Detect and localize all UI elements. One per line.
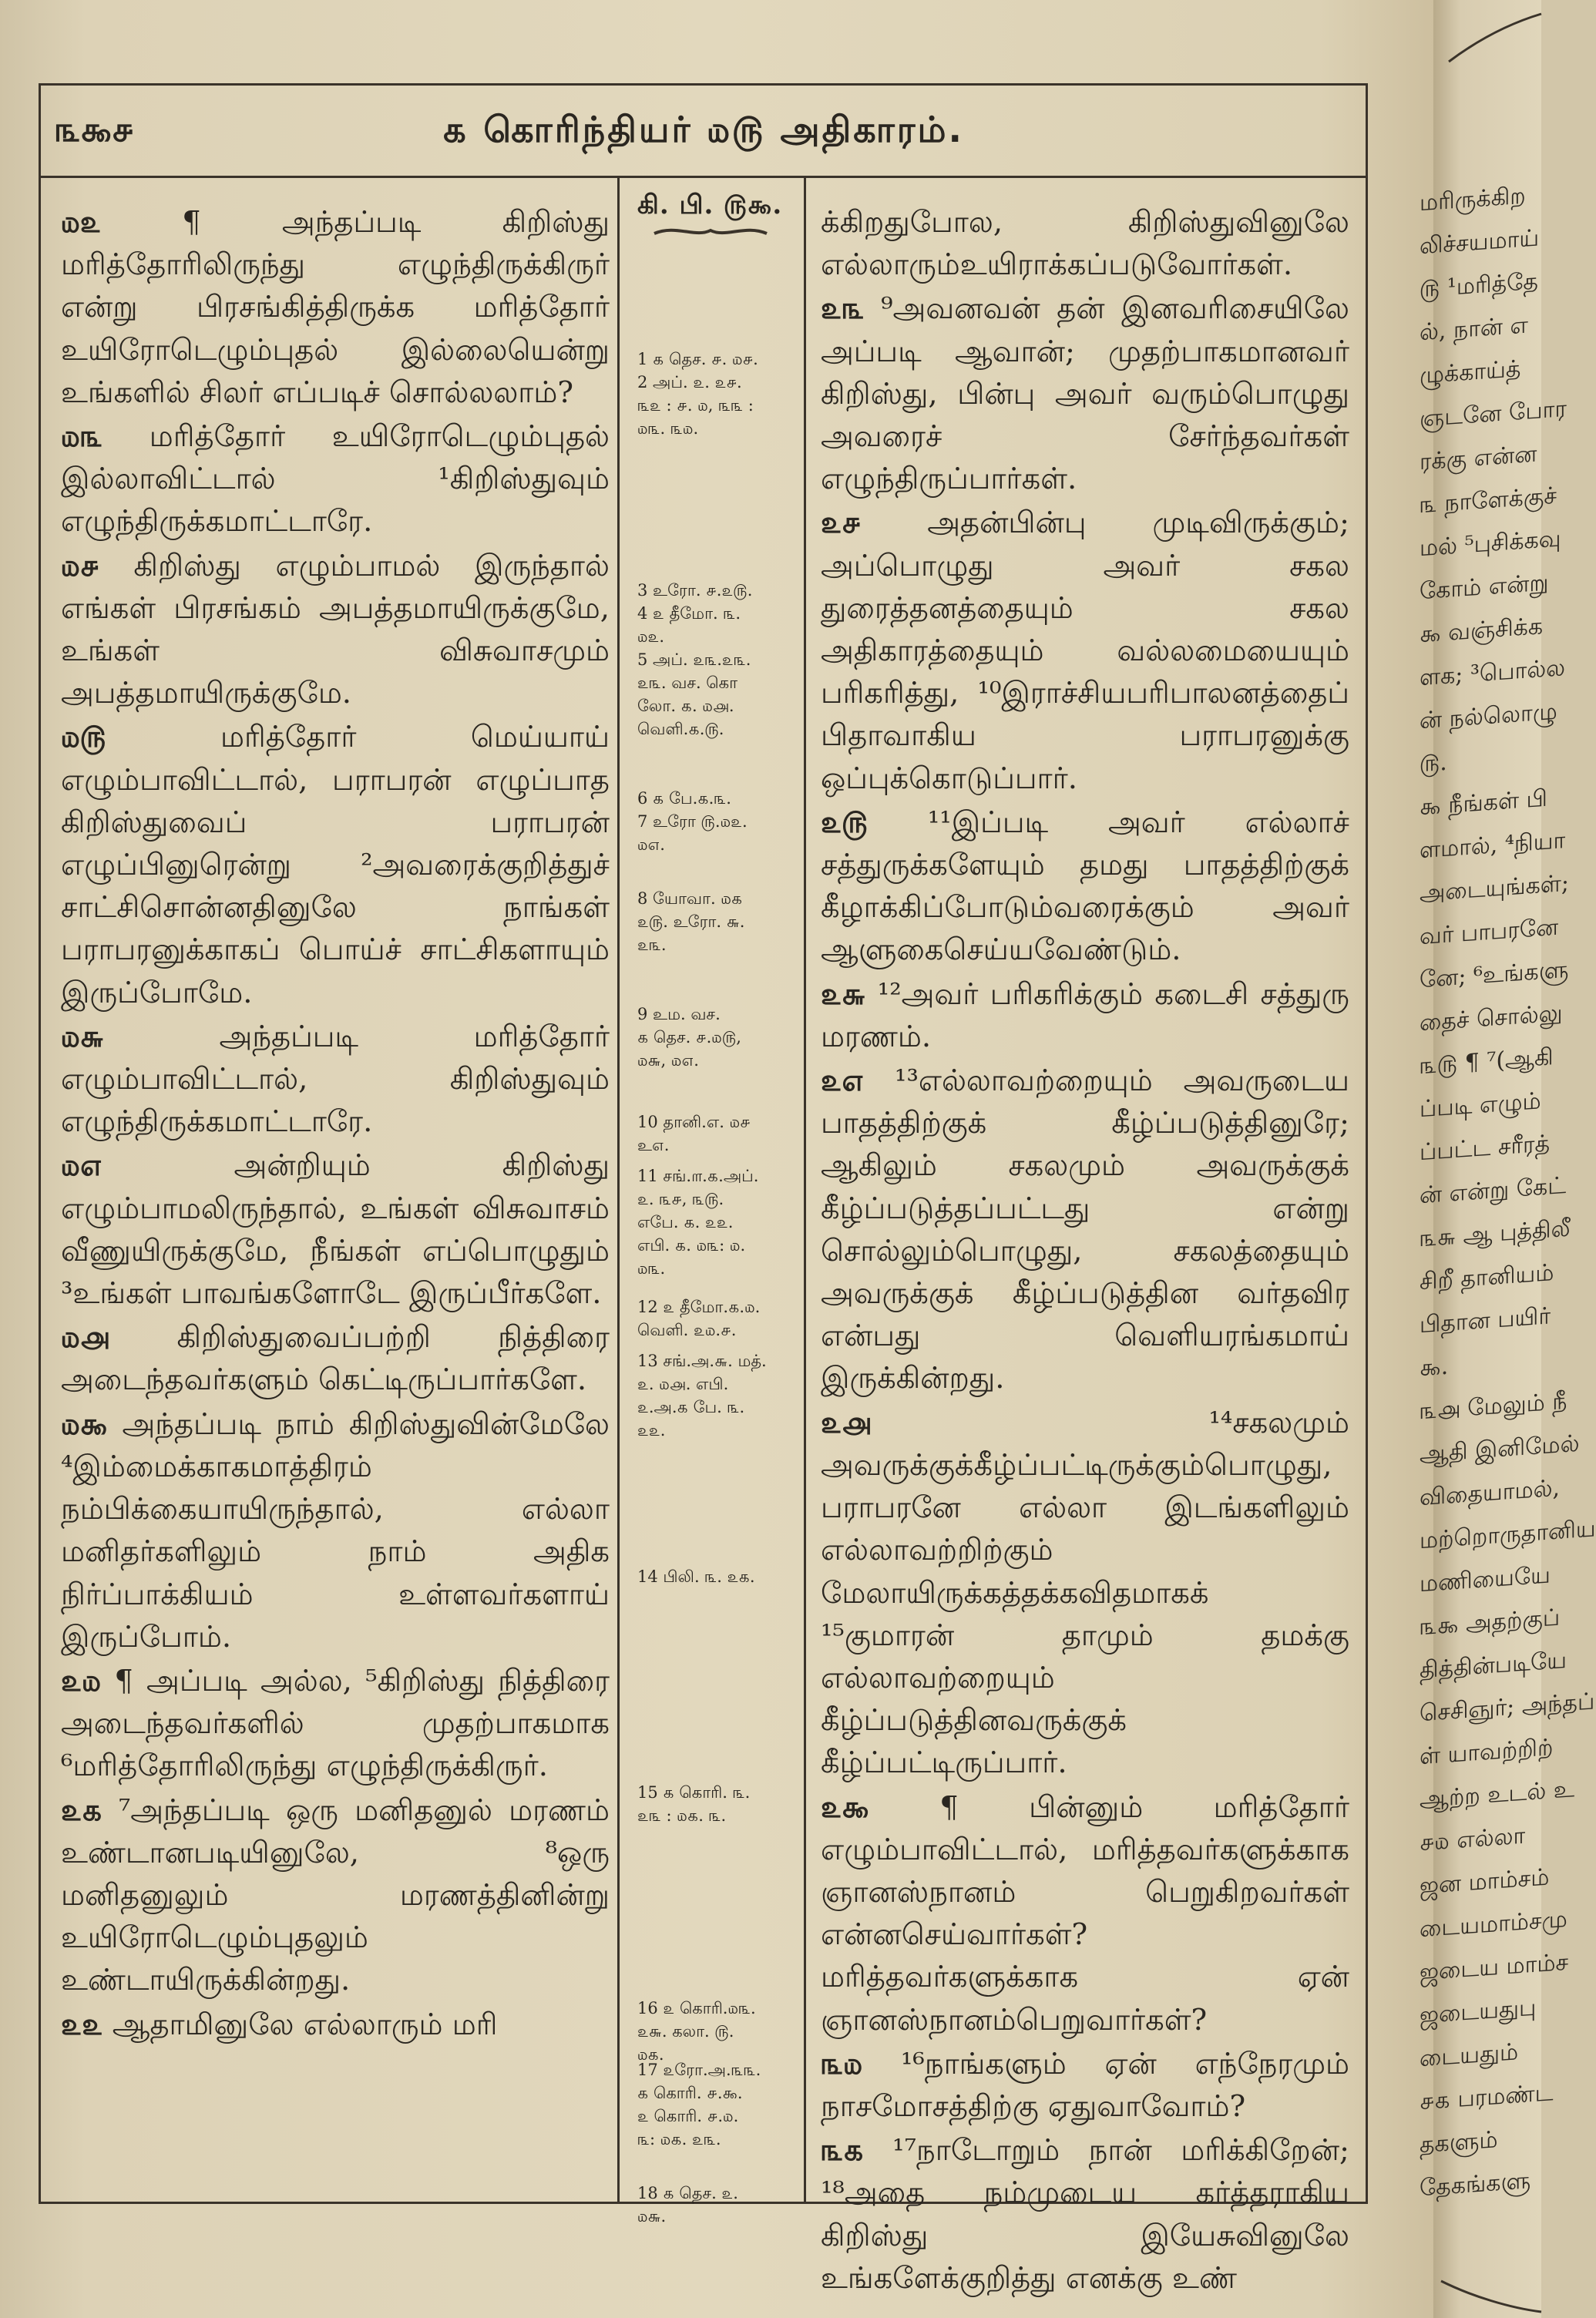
facing-page-line: வர் பாபரனே [1420,913,1559,951]
verse-text: ⁹அவனவன் தன் இனவரிசையிலே அப்படி ஆவான்; முதற்பாகமானவர் கிறிஸ்து, பின்பு அவர் வரும்பொழுது அவரைச் சேர்ந்தவர்கள் எழுந்திருப்பார்கள். [821,291,1349,497]
margin-reference: 13 சங்.அ.௬. மத். ௨. ௰௮. எபி. ௨.அ.௧ பே. ௩. ௨௨. [637,1352,767,1440]
facing-page-line: ௯ வஞ்சிக்க [1420,613,1544,649]
verse-text: ¹³எல்லாவற்றையும் அவருடைய பாதத்திற்குக் கீழ்ப்படுத்தினுரே; ஆகிலும் சகலமும் அவருக்குக் கீழ்ப்படுத்தப்பட்டது என்று சொல்லும்பொழுது, சகலத்தையும் அவருக்குக் கீழ்ப்படுத்தின வர்தவிர என்பது வெளியரங்கமாய் இருக்கின்றது. [821,1063,1349,1396]
verse-text: க்கிறதுபோல, கிறிஸ்துவினுலே எல்லாரும்உயிராக்கப்படுவோர்கள். [821,205,1349,283]
facing-page-line: ள் யாவற்றிற் [1420,1734,1554,1771]
verse [821,2129,1349,2300]
facing-page-line: டையதும் [1420,2038,1519,2073]
verse-text: ஆதாமினுலே எல்லாரும் மரி [102,2007,498,2042]
facing-page-line: ழுக்காய்த் [1420,355,1521,390]
verse-number: ௰௬ [61,1019,105,1054]
right-text-column [821,201,1349,2296]
facing-page-line: கோம் என்று [1420,569,1549,606]
facing-page-line: ப்படி எழும் [1420,1087,1541,1124]
margin-reference: 16 ௨ கொரி.௰௩. ௨௬. கலா. ௫. ௰௧. [637,1999,756,2064]
margin-reference: 18 ௧ தெச. ௨. ௰௬. [637,2184,738,2226]
page-frame [39,83,1368,2296]
verse-number: ௨௬ [821,976,866,1012]
facing-page-line: சிறீ தானியம் [1420,1259,1554,1296]
facing-page-line: ப்பட்ட சரீரத் [1420,1130,1551,1167]
facing-page-line: ல், நான் எ [1420,311,1528,347]
facing-page-edge [1420,0,1596,2318]
verse-text: ¶ பின்னும் மரித்தோர் எழும்பாவிட்டால், மரித்தவர்களுக்காக ஞானஸ்நானம் பெறுகிறவர்கள் என்னசெய்வார்கள்? மரித்தவர்களுக்காக ஏன் ஞானஸ்நானம்பெறுவார்கள்? [821,1789,1349,2037]
verse [61,1660,610,1788]
verse-text: அதன்பின்பு முடிவிருக்கும்; அப்பொழுது அவர் சகல துரைத்தனத்தையும் சகல அதிகாரத்தையும் வல்லமையையும் பரிகரித்து, ¹⁰இராச்சியபரிபாலனத்தைப் பிதாவாகிய பராபரனுக்கு ஒப்புக்கொடுப்பார். [821,506,1349,796]
facing-page-line: தேகங்களு [1420,2167,1531,2202]
verse-number: ௰௯ [61,1406,108,1442]
facing-page-line: ஜடையதுபு [1420,1994,1537,2030]
verse-number: ௨௮ [821,1405,872,1440]
facing-page-line: ௪௧ பரமண்ட [1420,2079,1554,2116]
verse-number: ௰௩ [61,419,103,455]
margin-reference: 14 பிலி. ௩. ௨௧. [637,1567,755,1586]
margin-reference: 3 உரோ. ௪.௨௫. 4 ௨ தீமோ. ௩. ௰௨. [637,581,753,646]
verse [61,1403,610,1658]
margin-reference: 1 ௧ தெச. ௪. ௰௪. 2 அப். ௨. ௨௪. ௩௨ : ௪. ௰, ௩௩ : ௰௩. ௩௰. [637,350,758,438]
facing-page-line: தைச் சொல்லு [1420,999,1563,1037]
verse [821,1402,1349,1785]
margin-reference: 9 உம. வச. ௧ தெச. ௪.௰௫, ௰௬, ௰௭. [637,1005,741,1070]
facing-page-line: ௯. [1420,1352,1449,1382]
chapter-title: ௧ கொரிந்தியர் ௰௫ அதிகாரம். [442,109,965,150]
verse [821,287,1349,500]
column-rule-left [617,178,620,2202]
verse-text: மரித்தோர் உயிரோடெழும்புதல் இல்லாவிட்டால் ¹கிறிஸ்துவும் எழுந்திருக்கமாட்டாரே. [61,419,610,539]
verse-number: ௰௫ [61,720,106,755]
verse [821,201,1349,286]
facing-page-line: அடையுங்கள்; [1420,869,1569,908]
verse-number: ௨௰ [61,1663,102,1698]
margin-reference-column [633,190,798,2226]
verse-number: ௨௫ [821,805,868,840]
left-text-column [61,201,610,2182]
flourish-ornament [653,223,768,240]
verse-number: ௰௮ [61,1320,110,1356]
verse-text: அன்றியும் கிறிஸ்து எழும்பாமலிருந்தால், உங்கள் விசுவாசம் வீணுயிருக்குமே, நீங்கள் எப்பொழுதும் ³உங்கள் பாவங்களோடே இருப்பீர்களே. [61,1148,610,1312]
verse-text: கிறிஸ்து எழும்பாமல் இருந்தால் எங்கள் பிரசங்கம் அபத்தமாயிருக்குமே, உங்கள் விசுவாசமும் அபத்தமாயிருக்குமே. [61,548,610,711]
facing-page-line: மணியையே [1420,1561,1551,1598]
facing-page-line: ௯ நீங்கள் பி [1420,784,1547,821]
facing-page-line: ௩ நாளேக்குச் [1420,482,1557,519]
column-rule-right [804,178,806,2202]
verse-text: அந்தப்படி மரித்தோர் எழும்பாவிட்டால், கிறிஸ்துவும் எழுந்திருக்கமாட்டாரே. [61,1019,610,1140]
verse-text: கிறிஸ்துவைப்பற்றி நித்திரை அடைந்தவர்களும் கெட்டிருப்பார்களே. [61,1320,610,1398]
verse-text: ¹⁶நாங்களும் ஏன் எந்நேரமும் நாசமோசத்திற்கு ஏதுவாவோம்? [821,2046,1349,2124]
verse [821,973,1349,1058]
verse-text: ⁷அந்தப்படி ஒரு மனிதனுல் மரணம் உண்டானபடியினுலே, ⁸ஒரு மனிதனுலும் மரணத்தினின்று உயிரோடெழும்புதலும் உண்டாயிருக்கின்றது. [61,1792,610,1998]
verse-number: ௰௨ [61,205,102,240]
facing-page-line: ௩௫ ¶ ⁷(ஆகி [1420,1043,1554,1080]
page-number: ௩௯௪ [55,110,134,149]
verse [821,801,1349,972]
verse-number: ௨௯ [821,1789,869,1825]
verse-number: ௰௭ [61,1148,102,1184]
verse [61,415,610,543]
facing-page-line: பிதான பயிர் [1420,1302,1551,1339]
verse [61,1016,610,1144]
verse [61,1316,610,1401]
facing-page-line: ஆதி இனிமேல் [1420,1429,1580,1469]
facing-page-line: டையமாம்சமு [1420,1905,1567,1943]
facing-page-line: ரக்கு என்ன [1420,440,1537,476]
verse [61,545,610,715]
facing-page-line: தித்தின்படியே [1420,1646,1567,1685]
facing-page-line: செசிஞுர்; அந்தப் [1420,1688,1595,1728]
verse-text: ¶ அப்படி அல்ல, ⁵கிறிஸ்து நித்திரை அடைந்தவர்களில் முதற்பாகமாக ⁶மரித்தோரிலிருந்து எழுந்திருக்கிருர். [61,1663,610,1784]
verse-text: மரித்தோர் மெய்யாய் எழும்பாவிட்டால், பராபரன் எழுப்பாத கிறிஸ்துவைப் பராபரன் எழுப்பினுரென்று ²அவரைக்குறித்துச் சாட்சிசொன்னதினுலே நாங்கள் பராபரனுக்காகப் பொய்ச் சாட்சிகளாயும் இருப்போமே. [61,720,610,1010]
facing-page-text [1420,173,1596,2211]
verse [61,201,610,414]
verse [821,1786,1349,2041]
verse-text: ¹²அவர் பரிகரிக்கும் கடைசி சத்துரு மரணம். [821,976,1349,1054]
margin-reference: 8 யோவா. ௰௧ ௨௫. உரோ. ௬. ௨௩. [637,889,745,954]
verse-text: ¹¹இப்படி அவர் எல்லாச் சத்துருக்களேயும் தமது பாதத்திற்குக் கீழாக்கிப்போடும்வரைக்கும் அவர் ஆளுகைசெய்யவேண்டும். [821,805,1349,968]
facing-page-line: ௩௬ ஆ புத்திலீ [1420,1214,1571,1253]
verse-text: ¹⁷நாடோறும் நான் மரிக்கிறேன்; ¹⁸அதை நம்முடைய கர்த்தராகிய கிறிஸ்து இயேசுவினுலே உங்களேக்குறித்து எனக்கு உண் [821,2133,1349,2296]
facing-page-line: மல் ⁵புசிக்கவு [1420,525,1561,563]
facing-page-line: ளமால், ⁴நியா [1420,827,1566,865]
facing-page-line: மற்றொருதானிய [1420,1515,1596,1555]
verse [61,1789,610,2002]
facing-page-line: தகளும் [1420,2126,1498,2159]
verse-text: ¹⁴சகலமும் அவருக்குக்கீழ்ப்பட்டிருக்கும்பொழுது, பராபரனே எல்லா இடங்களிலும் எல்லாவற்றிற்கும் மேலாயிருக்கத்தக்கவிதமாகக் ¹⁵குமாரன் தாமும் தமக்கு எல்லாவற்றையும் கீழ்ப்படுத்தினவருக்குக் கீழ்ப்பட்டிருப்பார். [821,1405,1349,1781]
facing-page-line: ஞடனே போர [1420,395,1567,433]
verse-number: ௩௧ [821,2133,864,2169]
facing-page-line: ஜன மாம்சம் [1420,1863,1550,1900]
facing-page-line: ஜடைய மாம்ச [1420,1948,1569,1987]
verse-number: ௨௧ [61,1792,102,1828]
facing-page-line: ௪௰ எல்லா [1420,1822,1526,1857]
verse-number: ௨௭ [821,1063,865,1099]
verse-number: ௨௩ [821,291,865,327]
margin-reference: 12 ௨ தீமோ.௧.௰. வெளி. ௨௰.௪. [637,1298,761,1339]
margin-date-heading: கி. பி. ௫௯. [637,190,783,220]
verse-number: ௰௪ [61,548,99,583]
verse [61,716,610,1013]
margin-reference: 17 ௨ரோ.அ.௩௩. ௧ கொரி. ௪.௯. ௨ கொரி. ௪.௰. ௩: ௰௧. ௨௩. [637,2061,761,2148]
verse [821,502,1349,799]
facing-page-line: ௫. [1420,748,1447,778]
facing-page-line: விதையாமல், [1420,1474,1561,1512]
margin-reference: 5 அப். ௨௩.௨௩. ௨௩. வச. கொ லோ. ௧. ௰௮. வெளி.௧.௫. [637,650,751,738]
running-head [41,86,1366,178]
facing-page-line: ளக; ³பொல்ல [1420,654,1566,692]
facing-page-line: ஆற்ற உடல் உ [1420,1775,1575,1814]
facing-page-line: லிச்சயமாய் [1420,224,1540,260]
facing-page-line: மரிருக்கிற [1420,182,1526,217]
verse-number: ௨௪ [821,506,862,541]
margin-reference: 11 சங்.௱.௧.அப். ௨. ௩௪, ௩௫. எபே. ௧. ௨௨. எபி. ௧. ௰௩: ௰. ௰௩. [637,1167,759,1278]
verse [61,2004,610,2046]
facing-page-line: ௩௮ மேலும் நீ [1420,1387,1567,1426]
margin-reference: 6 ௧ பே.௧.௩. 7 உரோ ௫.௰௨. ௰௭. [637,789,748,854]
facing-page-line: ன் என்று கேட் [1420,1171,1567,1210]
facing-page-line: ௩௯ அதற்குப் [1420,1604,1561,1641]
facing-page-line: னே; ⁶உங்களு [1420,956,1569,994]
margin-reference: 10 தானி.எ. ௰௪ உ௭. [637,1113,751,1154]
verse [61,1144,610,1315]
verse-text: அந்தப்படி நாம் கிறிஸ்துவின்மேலே ⁴இம்மைக்காகமாத்திரம் நம்பிக்கையாயிருந்தால், எல்லா மனிதர்களிலும் நாம் அதிக நிர்ப்பாக்கியம் உள்ளவர்களாய் இருப்போம். [61,1406,610,1655]
verse-number: ௩௰ [821,2046,863,2081]
verse [821,2043,1349,2128]
verse [821,1060,1349,1400]
verse-text: ¶ அந்தப்படி கிறிஸ்து மரித்தோரிலிருந்து எழுந்திருக்கிருர் என்று பிரசங்கித்திருக்க மரித்தோர் உயிரோடெழும்புதல் இல்லையென்று உங்களில் சிலர் எப்படிச் சொல்லலாம்? [61,205,610,410]
facing-page-line: ௫ ¹மரித்தே [1420,267,1538,304]
margin-reference: 15 ௧ கொரி. ௩. ௨௩ : ௰௧. ௩. [637,1783,751,1825]
verse-number: ௨௨ [61,2007,103,2042]
facing-page-line: ன் நல்லொழு [1420,697,1557,735]
